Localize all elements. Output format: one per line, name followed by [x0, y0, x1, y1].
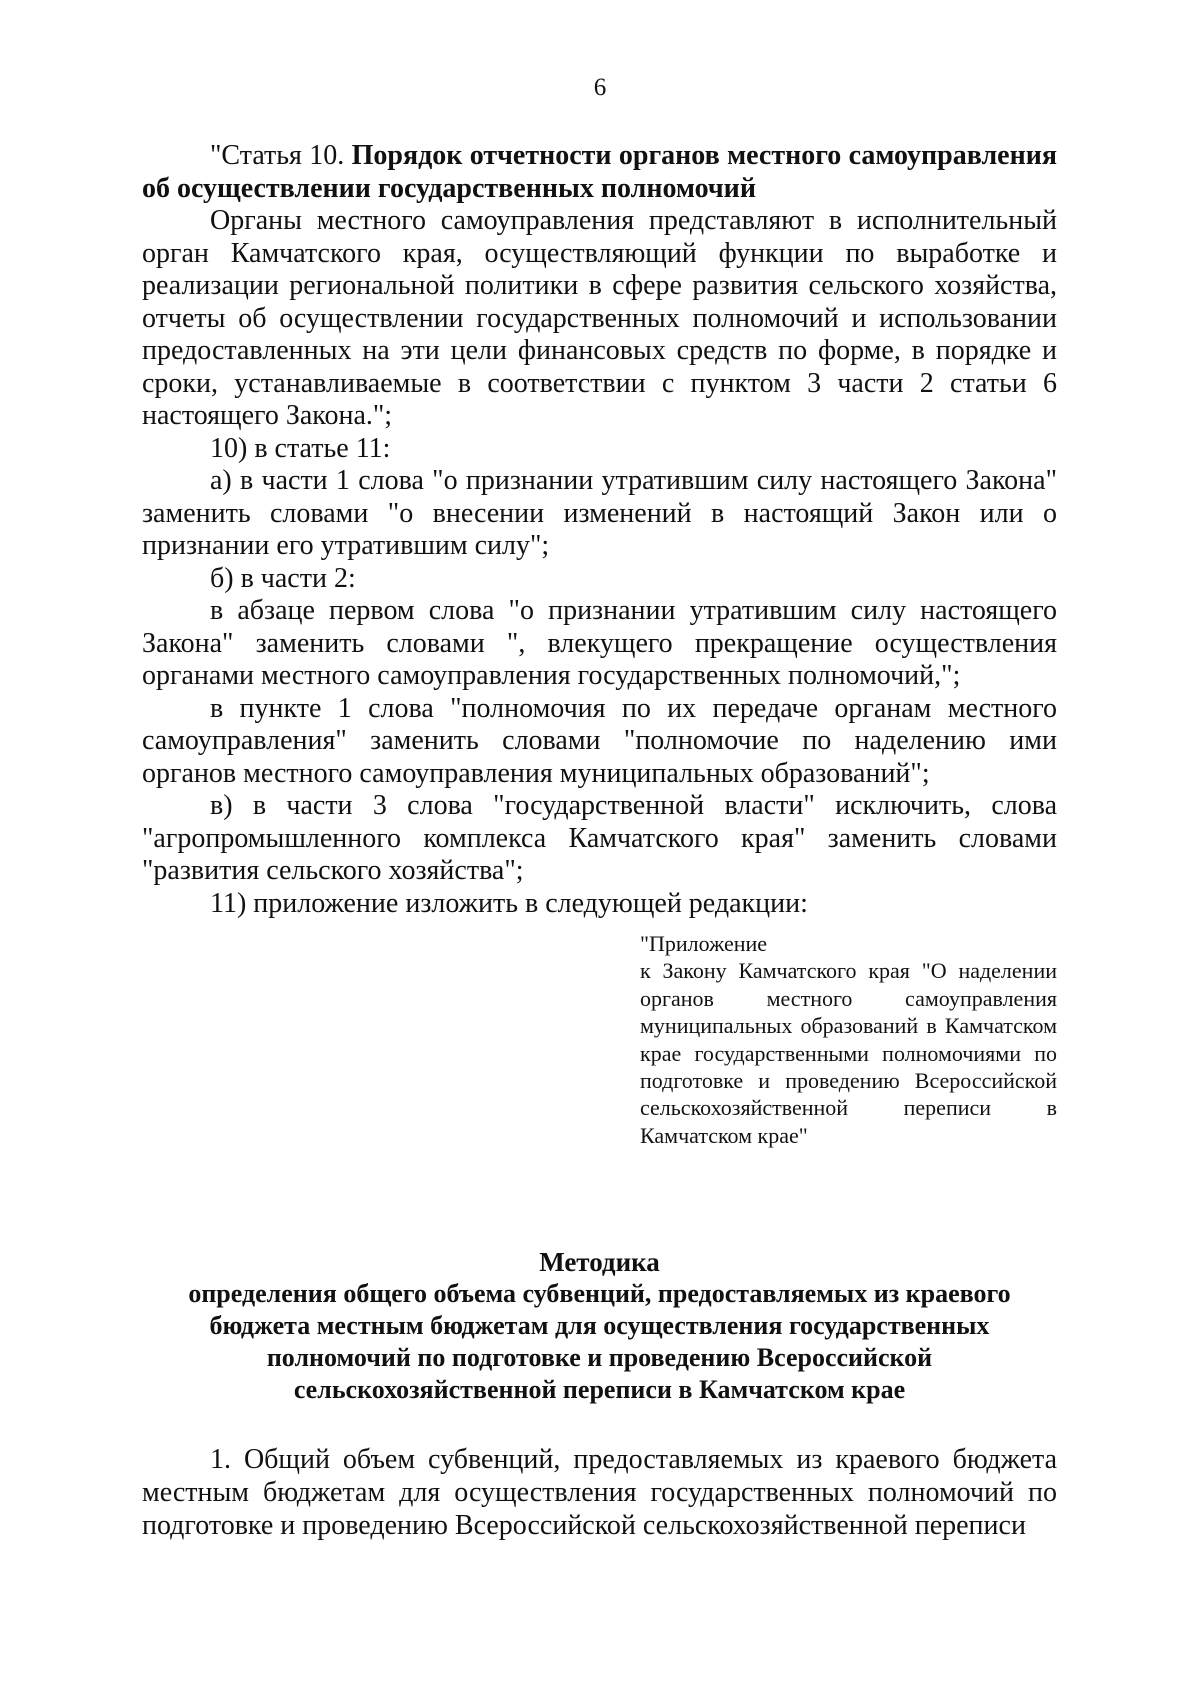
- article-10-body: Органы местного самоуправления представляют в исполнительный орган Камчатского края, осуществляющий функции по выработке и реализации региональной политики в сфере развития сельского хозяйства, отчеты об осуществлении государственных полномочий и использовании предоставленных на эти цели финансовых средств по форме, в порядке и сроки, устанавливаемые в соответствии с пунктом 3 части 2 статьи 6 настоящего Закона.";: [142, 205, 1057, 431]
- attachment-label: "Приложение: [640, 931, 768, 956]
- article-heading: Порядок отчетности органов местного самоуправления об осуществлении государственных полномочий: [142, 140, 1057, 204]
- amendment-item: в пункте 1 слова "полномочия по их передаче органам местного самоуправления" заменить словами "полномочие по наделению ими органов местного самоуправления муниципальных образований";: [142, 692, 1057, 789]
- paragraph-text: 1. Общий объем субвенций, предоставляемых из краевого бюджета местным бюджетам для осуществления государственных полномочий по подготовке и проведению Всероссийской сельскохозяйственной переписи: [142, 1444, 1057, 1541]
- amendment-item: 11) приложение изложить в следующей редакции:: [210, 887, 808, 919]
- amendment-item: б) в части 2:: [210, 562, 356, 594]
- methodology-paragraph-1: [142, 1443, 1057, 1542]
- page-number: 6: [593, 74, 607, 101]
- attachment-text: к Закону Камчатского края "О наделении органов местного самоуправления муниципальных образований в Камчатском крае государственными полномочиями по подготовке и проведению Всероссийской сельскохозяйственной переписи в Камчатском крае": [640, 958, 1057, 1148]
- article-10: [142, 140, 1057, 205]
- methodology-title-block: [142, 1246, 1057, 1406]
- law-amendments-body: [142, 140, 1057, 920]
- methodology-subtitle: определения общего объема субвенций, предоставляемых из краевого бюджета местным бюджетам для осуществления государственных полномочий по подготовке и проведению Всероссийской сельскохозяйственной переписи в Камчатском крае: [188, 1279, 1011, 1404]
- amendment-item: в) в части 3 слова "государственной власти" исключить, слова "агропромышленного комплекса Камчатского края" заменить словами "развития сельского хозяйства";: [142, 790, 1057, 886]
- attachment-header: [640, 930, 1057, 1149]
- amendment-item: 10) в статье 11:: [210, 432, 391, 464]
- amendment-item: в абзаце первом слова "о признании утратившим силу настоящего Закона" заменить словами ", влекущего прекращение осуществления органами местного самоуправления государственных полномочий,";: [142, 595, 1057, 691]
- amendment-item: а) в части 1 слова "о признании утратившим силу настоящего Закона" заменить словами "о внесении изменений в настоящий Закон или о признании его утратившим силу";: [142, 465, 1057, 561]
- methodology-title: Методика: [539, 1247, 660, 1277]
- article-prefix: "Статья 10.: [210, 140, 352, 171]
